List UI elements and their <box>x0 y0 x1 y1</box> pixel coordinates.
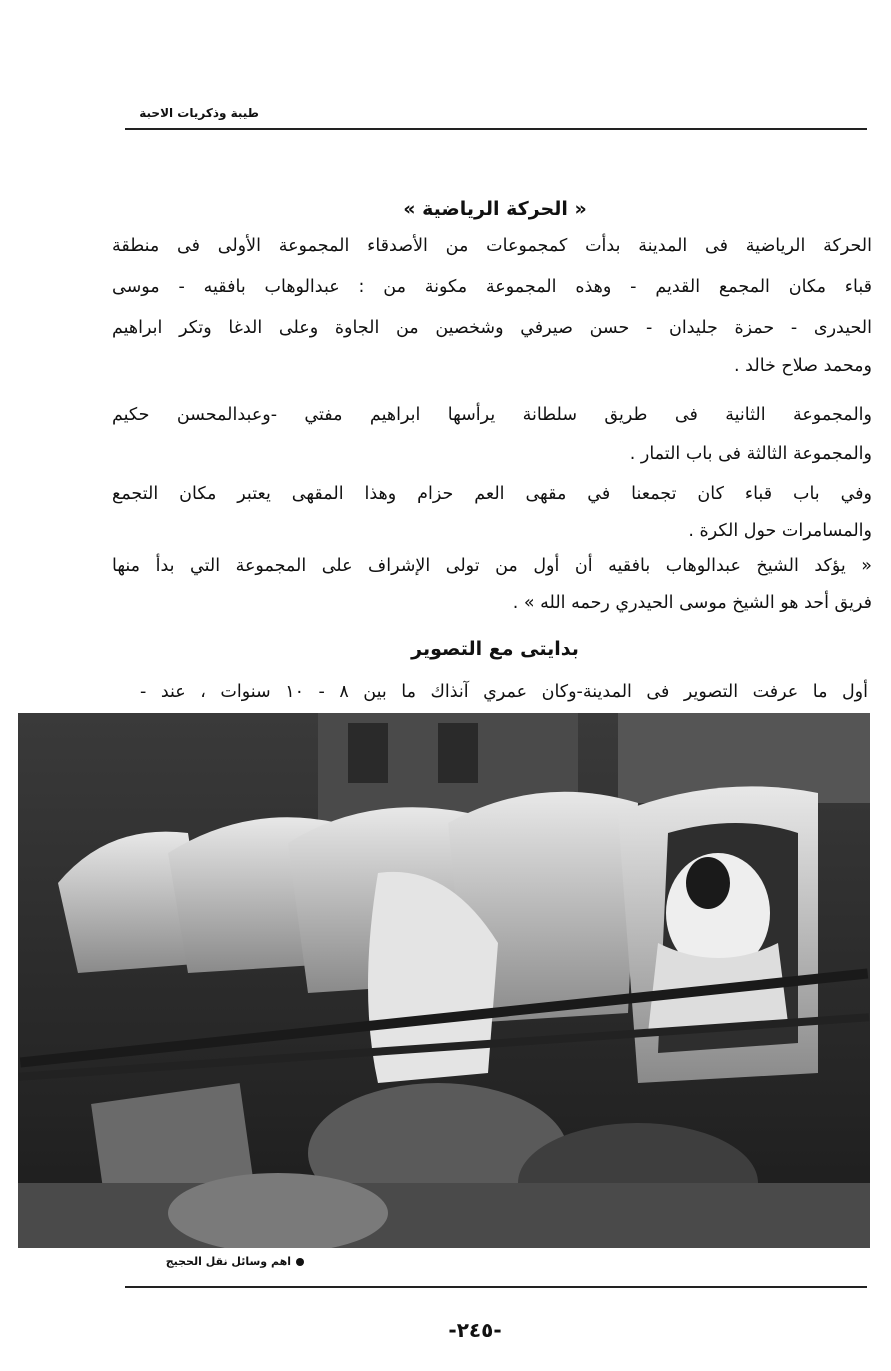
paragraph-line: الحركة الرياضية فى المدينة بدأت كمجموعات من الأصدقاء المجموعة الأولى فى منطقة <box>112 236 872 256</box>
paragraph-line: الحيدرى - حمزة جليدان - حسن صيرفي وشخصين من الجاوة وعلى الدغا وتكر ابراهيم <box>112 318 872 338</box>
page-number: -٢٤٥- <box>448 1318 502 1342</box>
photo-illustration <box>18 713 870 1248</box>
paragraph-line: والمجموعة الثانية فى طريق سلطانة يرأسها ابراهيم مفتي -وعبدالمحسن حكيم <box>112 405 872 425</box>
quote-line: « يؤكد الشيخ عبدالوهاب بافقيه أن أول من تولى الإشراف على المجموعة التي بدأ منها <box>112 556 872 576</box>
historical-photo <box>18 713 870 1248</box>
running-head: طيبة وذكريات الاحبة <box>139 106 259 120</box>
paragraph-line: والمجموعة الثالثة فى باب التمار . <box>629 444 872 464</box>
header-rule <box>125 128 867 130</box>
paragraph-line: أول ما عرفت التصوير فى المدينة-وكان عمري آنذاك ما بين ٨ - ١٠ سنوات ، عند - <box>140 682 868 702</box>
section-title-sports: « الحركة الرياضية » <box>403 198 587 220</box>
footer-rule <box>125 1286 867 1288</box>
paragraph-line: ومحمد صلاح خالد . <box>734 356 872 376</box>
photo-caption-text: اهم وسائل نقل الحجيج <box>165 1255 291 1268</box>
paragraph-line: وفي باب قباء كان تجمعنا في مقهى العم حزام وهذا المقهى يعتبر مكان التجمع <box>112 484 872 504</box>
paragraph-line: قباء مكان المجمع القديم - وهذه المجموعة مكونة من : عبدالوهاب بافقيه - موسى <box>112 277 872 297</box>
paragraph-line: والمسامرات حول الكرة . <box>688 521 872 541</box>
bullet-icon <box>296 1258 304 1266</box>
quote-line: فريق أحد هو الشيخ موسى الحيدري رحمه الله » . <box>512 593 872 613</box>
photo-caption <box>124 1254 304 1270</box>
section-title-photography: بدايتى مع التصوير <box>411 638 579 660</box>
